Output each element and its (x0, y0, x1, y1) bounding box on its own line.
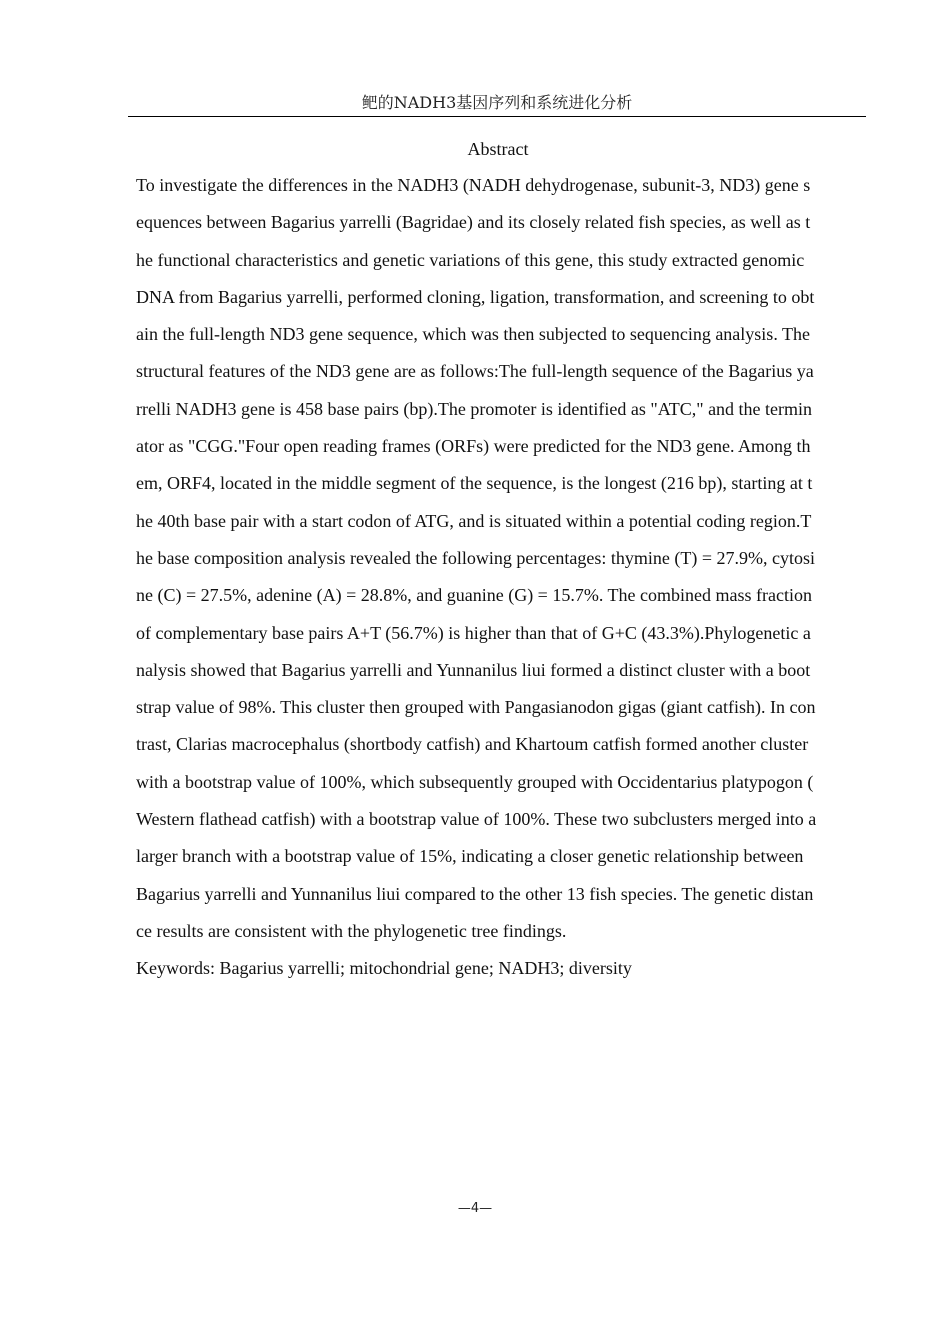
abstract-line: with a bootstrap value of 100%, which subsequently grouped with Occidentarius platypogon ( (136, 771, 814, 792)
abstract-line: he base composition analysis revealed the following percentages: thymine (T) = 27.9%, cytosi (136, 547, 815, 568)
abstract-line: ator as "CGG."Four open reading frames (ORFs) were predicted for the ND3 gene. Among th (136, 436, 811, 457)
abstract-line: ne (C) = 27.5%, adenine (A) = 28.8%, and guanine (G) = 15.7%. The combined mass fraction (136, 585, 812, 606)
abstract-line: em, ORF4, located in the middle segment of the sequence, is the longest (216 bp), starting at t (136, 473, 813, 494)
abstract-line: he functional characteristics and genetic variations of this gene, this study extracted genomic (136, 249, 805, 270)
page-number: —4— (457, 1201, 493, 1216)
abstract-line: rrelli NADH3 gene is 458 base pairs (bp).The promoter is identified as "ATC," and the termin (136, 398, 813, 419)
abstract-line: he 40th base pair with a start codon of ATG, and is situated within a potential coding region.T (136, 510, 812, 531)
abstract-heading: Abstract (467, 139, 529, 159)
keywords-line: Keywords: Bagarius yarrelli; mitochondrial gene; NADH3; diversity (136, 958, 632, 979)
running-header (128, 92, 866, 117)
abstract-line: Bagarius yarrelli and Yunnanilus liui compared to the other 13 fish species. The genetic distan (136, 883, 814, 904)
abstract-line: larger branch with a bootstrap value of 15%, indicating a closer genetic relationship between (136, 846, 804, 867)
abstract-body (136, 170, 860, 990)
abstract-line: of complementary base pairs A+T (56.7%) is higher than that of G+C (43.3%).Phylogenetic a (136, 622, 811, 643)
abstract-line: ce results are consistent with the phylogenetic tree findings. (136, 920, 567, 941)
abstract-line: strap value of 98%. This cluster then grouped with Pangasianodon gigas (giant catfish). In con (136, 697, 816, 718)
abstract-line: equences between Bagarius yarrelli (Bagridae) and its closely related fish species, as well as t (136, 212, 811, 233)
abstract-line: To investigate the differences in the NADH3 (NADH dehydrogenase, subunit-3, ND3) gene s (136, 175, 811, 195)
abstract-line: trast, Clarias macrocephalus (shortbody catfish) and Khartoum catfish formed another cluster (136, 734, 809, 755)
abstract-line: ain the full-length ND3 gene sequence, which was then subjected to sequencing analysis. The (136, 324, 810, 345)
abstract-line: nalysis showed that Bagarius yarrelli and Yunnanilus liui formed a distinct cluster with a boot (136, 659, 811, 680)
abstract-line: DNA from Bagarius yarrelli, performed cloning, ligation, transformation, and screening to obt (136, 286, 815, 307)
running-title: 鲃的NADH3基因序列和系统进化分析 (361, 93, 633, 112)
abstract-line: structural features of the ND3 gene are as follows:The full-length sequence of the Bagarius ya (136, 361, 814, 382)
abstract-line: Western flathead catfish) with a bootstrap value of 100%. These two subclusters merged into a (136, 809, 817, 830)
